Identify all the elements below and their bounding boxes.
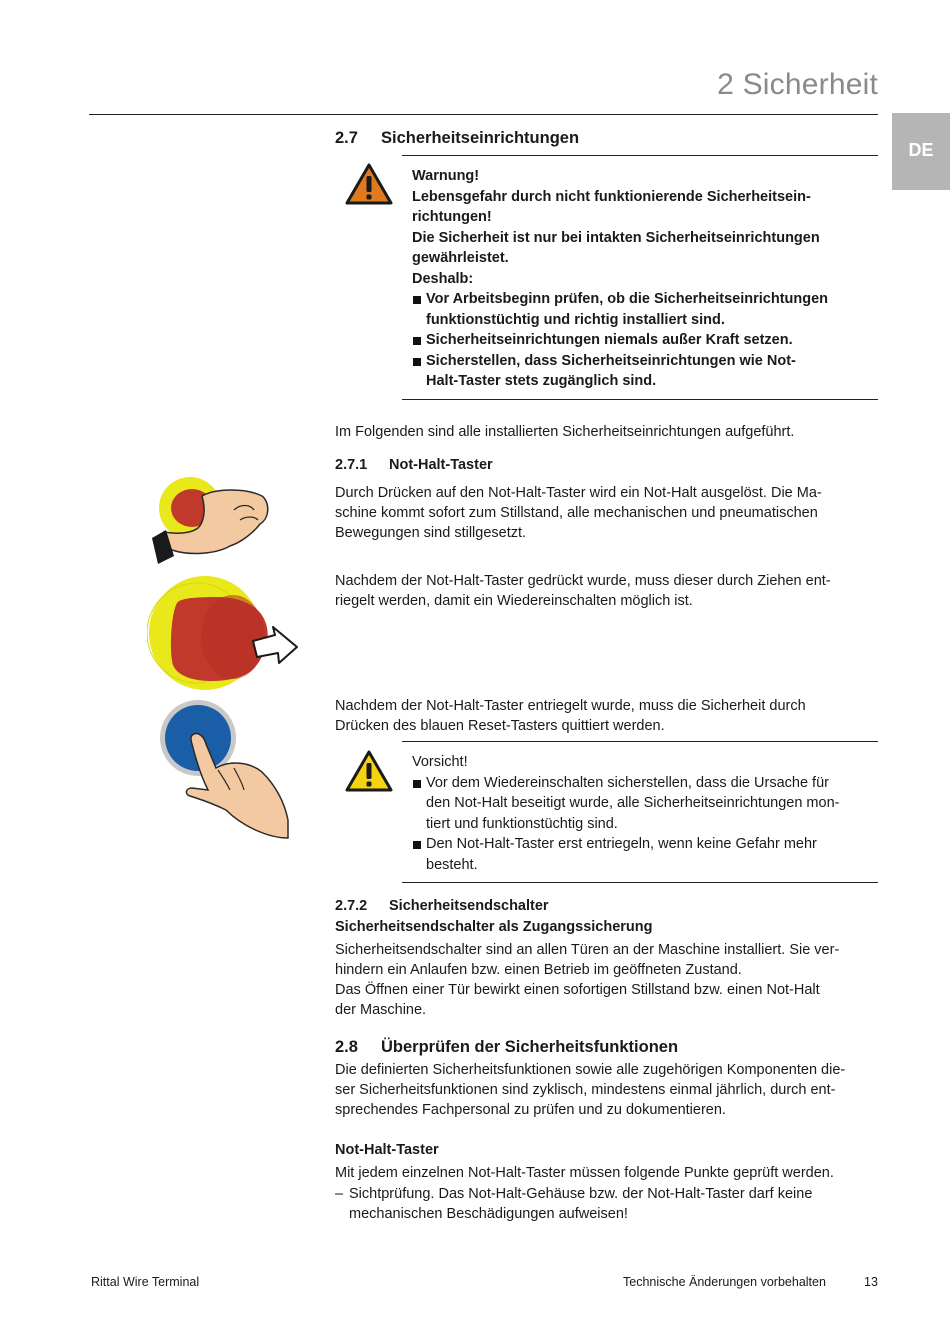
emergency-stop-pull-arrow-icon bbox=[147, 573, 299, 693]
text-line: sprechendes Fachpersonal zu prüfen und zu dokumentieren. bbox=[335, 1102, 726, 1118]
text-line: Drücken des blauen Reset-Tasters quittiert werden. bbox=[335, 718, 665, 734]
text-line: der Maschine. bbox=[335, 1002, 427, 1018]
page-number: 13 bbox=[864, 1275, 878, 1289]
caution-bullet bbox=[412, 834, 882, 875]
text-line: Durch Drücken auf den Not-Halt-Taster wird ein Not-Halt ausgelöst. Die Ma- bbox=[335, 485, 822, 501]
text-line: Das Öffnen einer Tür bewirkt einen sofortigen Stillstand bzw. einen Not-Halt bbox=[335, 982, 820, 998]
text-line: riegelt werden, damit ein Wiedereinschalten möglich ist. bbox=[335, 593, 693, 609]
bullet-square-icon bbox=[413, 296, 421, 304]
bullet-line: besteht. bbox=[426, 856, 478, 873]
text-line: Nachdem der Not-Halt-Taster entriegelt wurde, muss die Sicherheit durch bbox=[335, 698, 806, 714]
text-line: Nachdem der Not-Halt-Taster gedrückt wurde, muss dieser durch Ziehen ent- bbox=[335, 573, 831, 589]
bullet-square-icon bbox=[413, 841, 421, 849]
hand-pressing-emergency-stop-icon bbox=[150, 474, 275, 572]
dash-list-item bbox=[335, 1184, 880, 1224]
bullet-line: tiert und funktionstüchtig sind. bbox=[426, 815, 618, 832]
warning-title: Warnung! bbox=[412, 168, 480, 184]
dash-marker: – bbox=[335, 1186, 344, 1202]
warning-line: Deshalb: bbox=[412, 270, 474, 287]
section-number: 2.8 bbox=[335, 1038, 358, 1056]
text-line: ser Sicherheitsfunktionen sind zyklisch, mindestens einmal jährlich, durch ent- bbox=[335, 1082, 836, 1098]
paragraph-press bbox=[335, 483, 880, 543]
warning-top-rule bbox=[402, 155, 878, 156]
subsection-heading: Sicherheitsendschalter als Zugangssicherung bbox=[335, 919, 653, 935]
section-title: Überprüfen der Sicherheitsfunktionen bbox=[381, 1038, 679, 1056]
caution-bullet bbox=[412, 773, 882, 835]
section-title: Sicherheitsendschalter bbox=[389, 898, 549, 914]
warning-bullet bbox=[412, 330, 882, 351]
section-title: Not-Halt-Taster bbox=[389, 457, 493, 473]
paragraph-endschalter bbox=[335, 940, 880, 1020]
section-2-7-heading bbox=[335, 129, 579, 148]
warning-bullet bbox=[412, 289, 882, 330]
footer-notice: Technische Änderungen vorbehalten bbox=[623, 1275, 826, 1289]
text-line: schine kommt sofort zum Stillstand, alle mechanischen und pneumatischen bbox=[335, 505, 818, 521]
warning-block bbox=[412, 166, 882, 392]
bullet-square-icon bbox=[413, 358, 421, 366]
text-line: hindern ein Anlaufen bzw. einen Betrieb im geöffneten Zustand. bbox=[335, 962, 742, 978]
bullet-square-icon bbox=[413, 337, 421, 345]
bullet-line: Den Not-Halt-Taster erst entriegeln, wenn keine Gefahr mehr bbox=[426, 836, 817, 852]
warning-triangle-icon bbox=[345, 163, 393, 205]
warning-line: gewährleistet. bbox=[412, 250, 509, 266]
section-2-7-2-heading bbox=[335, 898, 549, 914]
bullet-line: den Not-Halt beseitigt wurde, alle Sicherheitseinrichtungen mon- bbox=[426, 795, 840, 811]
warning-line: Die Sicherheit ist nur bei intakten Sicherheitseinrichtungen bbox=[412, 229, 820, 246]
caution-bottom-rule bbox=[402, 882, 878, 883]
bullet-line: Sicherheitseinrichtungen niemals außer Kraft setzen. bbox=[426, 332, 793, 348]
section-number: 2.7.1 bbox=[335, 457, 368, 473]
footer-product: Rittal Wire Terminal bbox=[91, 1275, 200, 1289]
text-line: Bewegungen sind stillgesetzt. bbox=[335, 525, 527, 541]
text-line: Sicherheitsendschalter sind an allen Türen an der Maschine installiert. Sie ver- bbox=[335, 942, 840, 958]
section-2-7-1-heading bbox=[335, 457, 493, 473]
warning-bottom-rule bbox=[402, 399, 878, 400]
finger-pressing-blue-reset-icon bbox=[158, 698, 293, 840]
caution-block bbox=[412, 752, 882, 875]
warning-line: Lebensgefahr durch nicht funktionierende Sicherheitsein- bbox=[412, 188, 811, 205]
caution-title: Vorsicht! bbox=[412, 754, 468, 770]
chapter-title: 2 Sicherheit bbox=[717, 68, 878, 101]
bullet-line: Halt-Taster stets zugänglich sind. bbox=[426, 373, 657, 389]
section-number: 2.7.2 bbox=[335, 898, 368, 914]
section-title: Sicherheitseinrichtungen bbox=[381, 129, 580, 147]
bullet-square-icon bbox=[413, 780, 421, 788]
paragraph-pull bbox=[335, 571, 880, 611]
intro-text: Im Folgenden sind alle installierten Sicherheitseinrichtungen aufgeführt. bbox=[335, 424, 795, 440]
caution-triangle-icon bbox=[345, 750, 393, 792]
bullet-line: Vor dem Wiedereinschalten sicherstellen, dass die Ursache für bbox=[426, 774, 829, 791]
text-line: Die definierten Sicherheitsfunktionen sowie alle zugehörigen Komponenten die- bbox=[335, 1062, 846, 1078]
subsection-heading: Not-Halt-Taster bbox=[335, 1142, 439, 1158]
paragraph-reset bbox=[335, 696, 880, 736]
language-tab[interactable]: DE bbox=[892, 113, 950, 190]
paragraph-check bbox=[335, 1060, 880, 1120]
text-line: mechanischen Beschädigungen aufweisen! bbox=[349, 1206, 628, 1222]
header-rule bbox=[89, 114, 878, 115]
warning-bullet bbox=[412, 351, 882, 392]
bullet-line: Sicherstellen, dass Sicherheitseinrichtungen wie Not- bbox=[426, 352, 796, 369]
text-line: Sichtprüfung. Das Not-Halt-Gehäuse bzw. der Not-Halt-Taster darf keine bbox=[349, 1186, 813, 1202]
paragraph-check-intro: Mit jedem einzelnen Not-Halt-Taster müssen folgende Punkte geprüft werden. bbox=[335, 1165, 834, 1181]
warning-line: richtungen! bbox=[412, 209, 492, 225]
bullet-line: funktionstüchtig und richtig installiert sind. bbox=[426, 311, 725, 328]
bullet-line: Vor Arbeitsbeginn prüfen, ob die Sicherheitseinrichtungen bbox=[426, 291, 829, 307]
caution-top-rule bbox=[402, 741, 878, 742]
section-number: 2.7 bbox=[335, 129, 358, 147]
section-2-8-heading bbox=[335, 1038, 678, 1057]
